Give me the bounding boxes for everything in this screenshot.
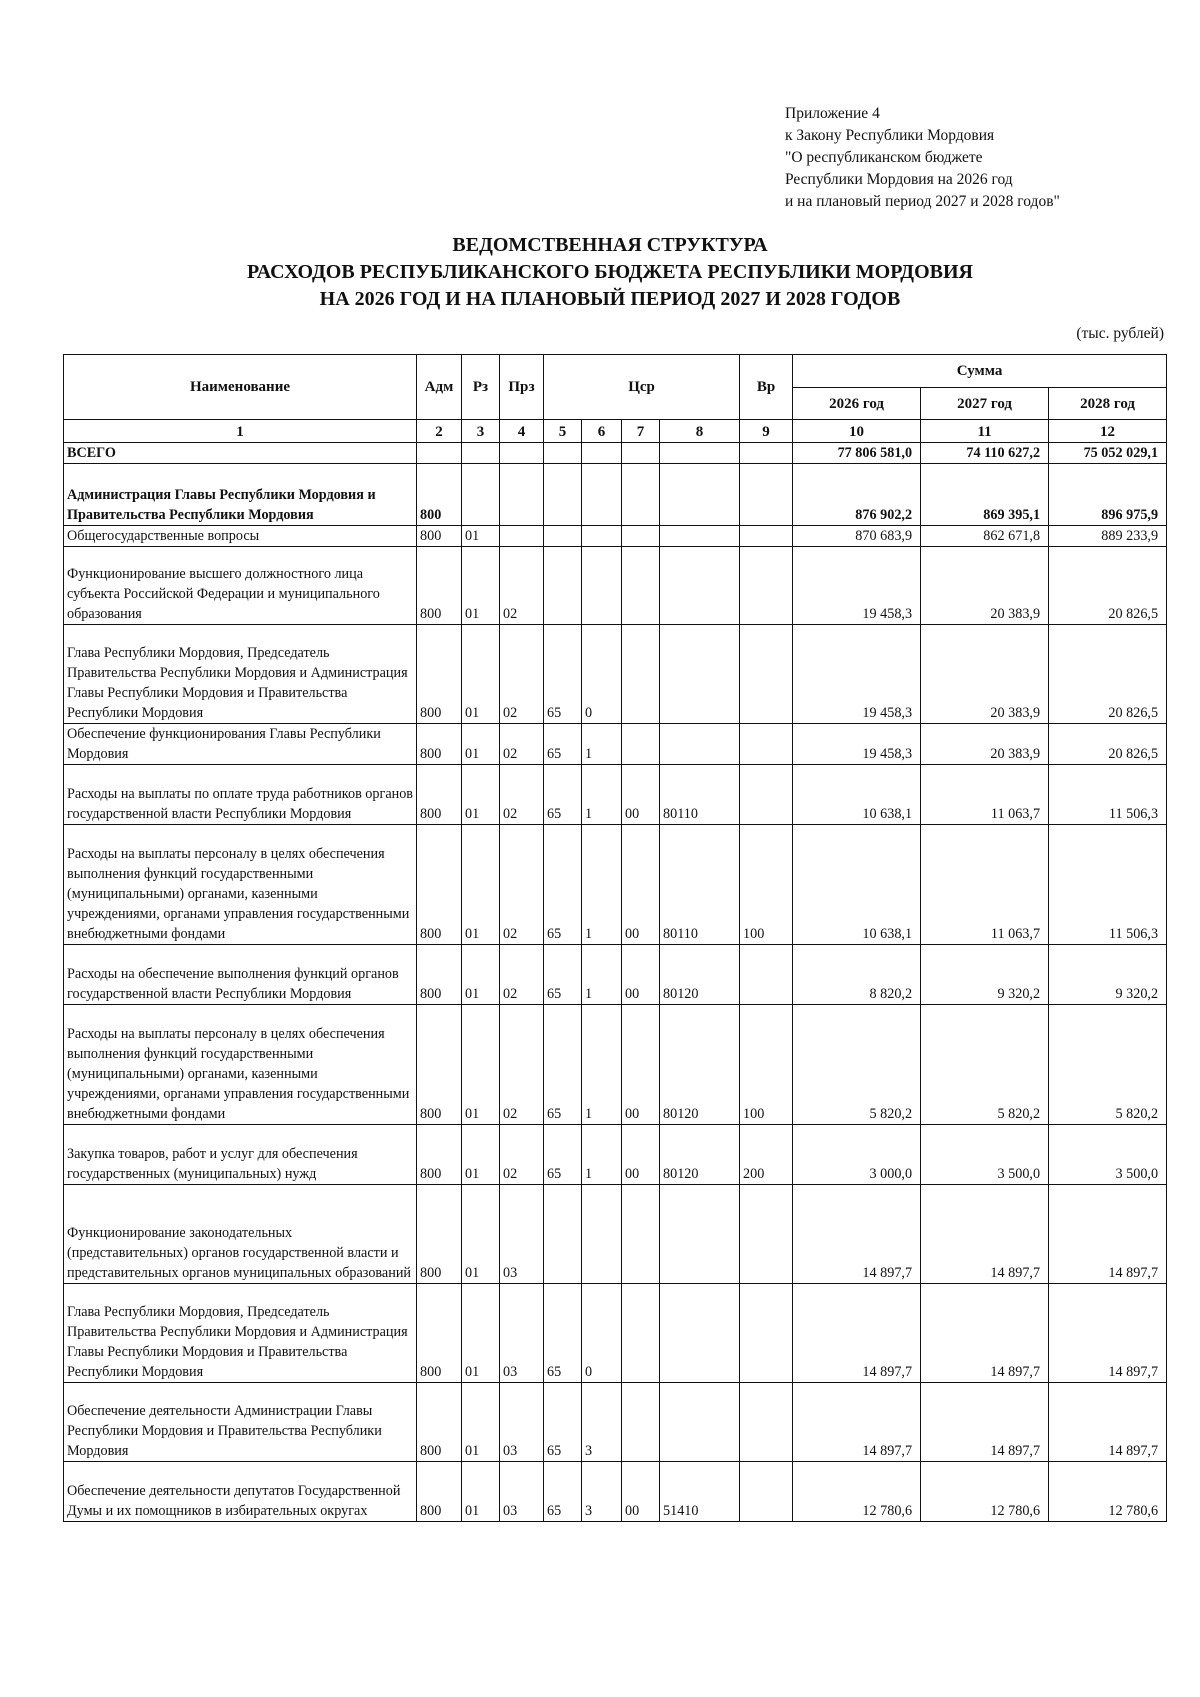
cell-sum-2027: 20 383,9 — [921, 547, 1049, 625]
cell-sum-2027: 12 780,6 — [921, 1462, 1049, 1522]
cell-csr-8: 80120 — [660, 1125, 740, 1185]
row-name: Функционирование высшего должностного лица субъекта Российской Федерации и муниципального образования — [64, 547, 417, 625]
cell-csr-8 — [660, 526, 740, 547]
cell-csr-7: 00 — [622, 1125, 660, 1185]
cell-csr-6: 1 — [582, 765, 622, 825]
cell-adm: 800 — [417, 464, 462, 526]
table-row — [64, 724, 1167, 765]
cell-sum-2027: 9 320,2 — [921, 945, 1049, 1005]
cell-csr-6: 1 — [582, 1005, 622, 1125]
cell-prz: 02 — [500, 625, 544, 724]
cell-csr-7 — [622, 464, 660, 526]
cell-sum-2027: 11 063,7 — [921, 765, 1049, 825]
cell-sum-2027: 20 383,9 — [921, 724, 1049, 765]
cell-adm: 800 — [417, 945, 462, 1005]
cell-rz: 01 — [462, 765, 500, 825]
cell-csr-8: 80110 — [660, 765, 740, 825]
cell-csr-6: 0 — [582, 625, 622, 724]
cell-csr-7: 00 — [622, 765, 660, 825]
cell-csr-6 — [582, 464, 622, 526]
table-row — [64, 443, 1167, 464]
cell-adm: 800 — [417, 547, 462, 625]
cell-vr — [740, 464, 793, 526]
cell-csr-6 — [582, 443, 622, 464]
cell-vr — [740, 526, 793, 547]
cell-csr-7 — [622, 443, 660, 464]
cell-sum-2026: 19 458,3 — [793, 724, 921, 765]
cell-sum-2027: 869 395,1 — [921, 464, 1049, 526]
cell-rz: 01 — [462, 547, 500, 625]
cell-csr-7 — [622, 547, 660, 625]
cell-sum-2026: 8 820,2 — [793, 945, 921, 1005]
cell-csr-6: 1 — [582, 724, 622, 765]
cell-sum-2027: 11 063,7 — [921, 825, 1049, 945]
table-row — [64, 1125, 1167, 1185]
cell-csr-5: 65 — [544, 1284, 582, 1383]
cell-sum-2026: 876 902,2 — [793, 464, 921, 526]
cell-adm: 800 — [417, 1462, 462, 1522]
row-name: Расходы на обеспечение выполнения функций органов государственной власти Республики Мордовия — [64, 945, 417, 1005]
cell-prz: 02 — [500, 547, 544, 625]
cell-adm: 800 — [417, 724, 462, 765]
table-row — [64, 1185, 1167, 1284]
cell-csr-5 — [544, 464, 582, 526]
cell-sum-2028: 11 506,3 — [1049, 825, 1167, 945]
cell-csr-6: 1 — [582, 945, 622, 1005]
cell-sum-2028: 20 826,5 — [1049, 625, 1167, 724]
row-name: Обеспечение деятельности Администрации Главы Республики Мордовия и Правительства Республики Мордовия — [64, 1383, 417, 1462]
cell-vr: 100 — [740, 825, 793, 945]
column-number: 9 — [740, 420, 793, 443]
cell-adm: 800 — [417, 526, 462, 547]
cell-vr — [740, 1383, 793, 1462]
header-year-2027: 2027 год — [921, 388, 1049, 420]
cell-adm: 800 — [417, 825, 462, 945]
header-prz: Прз — [500, 355, 544, 420]
cell-sum-2028: 11 506,3 — [1049, 765, 1167, 825]
cell-rz: 01 — [462, 1284, 500, 1383]
column-number: 5 — [544, 420, 582, 443]
cell-sum-2026: 19 458,3 — [793, 547, 921, 625]
cell-csr-7: 00 — [622, 1462, 660, 1522]
cell-adm: 800 — [417, 625, 462, 724]
row-name: Глава Республики Мордовия, Председатель Правительства Республики Мордовия и Администрация Главы Республики Мордовия и Правительства Республики Мордовия — [64, 1284, 417, 1383]
cell-sum-2026: 77 806 581,0 — [793, 443, 921, 464]
cell-sum-2028: 20 826,5 — [1049, 724, 1167, 765]
cell-vr — [740, 547, 793, 625]
cell-sum-2027: 862 671,8 — [921, 526, 1049, 547]
cell-sum-2027: 3 500,0 — [921, 1125, 1049, 1185]
cell-sum-2028: 5 820,2 — [1049, 1005, 1167, 1125]
cell-csr-6: 1 — [582, 1125, 622, 1185]
cell-sum-2028: 75 052 029,1 — [1049, 443, 1167, 464]
cell-sum-2027: 74 110 627,2 — [921, 443, 1049, 464]
cell-csr-7 — [622, 1383, 660, 1462]
cell-vr — [740, 1462, 793, 1522]
cell-csr-5: 65 — [544, 625, 582, 724]
cell-csr-8 — [660, 1284, 740, 1383]
cell-csr-8 — [660, 443, 740, 464]
cell-csr-5 — [544, 526, 582, 547]
cell-vr: 100 — [740, 1005, 793, 1125]
cell-prz: 02 — [500, 825, 544, 945]
cell-adm: 800 — [417, 765, 462, 825]
cell-csr-6: 3 — [582, 1383, 622, 1462]
cell-adm — [417, 443, 462, 464]
cell-prz: 03 — [500, 1462, 544, 1522]
cell-csr-5: 65 — [544, 1462, 582, 1522]
table-row — [64, 765, 1167, 825]
cell-csr-6 — [582, 547, 622, 625]
cell-vr — [740, 1284, 793, 1383]
cell-rz: 01 — [462, 1462, 500, 1522]
cell-rz — [462, 443, 500, 464]
header-csr: Цср — [544, 355, 740, 420]
cell-sum-2026: 3 000,0 — [793, 1125, 921, 1185]
cell-prz: 02 — [500, 724, 544, 765]
cell-csr-7 — [622, 1284, 660, 1383]
table-row — [64, 945, 1167, 1005]
cell-rz: 01 — [462, 1125, 500, 1185]
cell-csr-5 — [544, 1185, 582, 1284]
cell-vr — [740, 1185, 793, 1284]
cell-adm: 800 — [417, 1185, 462, 1284]
cell-sum-2028: 896 975,9 — [1049, 464, 1167, 526]
cell-sum-2027: 14 897,7 — [921, 1185, 1049, 1284]
table-row — [64, 1284, 1167, 1383]
cell-csr-8: 80110 — [660, 825, 740, 945]
cell-sum-2026: 5 820,2 — [793, 1005, 921, 1125]
column-number: 4 — [500, 420, 544, 443]
header-sum: Сумма — [793, 355, 1167, 388]
cell-csr-8: 80120 — [660, 1005, 740, 1125]
row-name: Администрация Главы Республики Мордовия и Правительства Республики Мордовия — [64, 464, 417, 526]
cell-csr-5 — [544, 547, 582, 625]
document-title — [120, 232, 1100, 313]
title-line-2: РАСХОДОВ РЕСПУБЛИКАНСКОГО БЮДЖЕТА РЕСПУБЛИКИ МОРДОВИЯ — [247, 261, 973, 283]
row-name: Обеспечение деятельности депутатов Государственной Думы и их помощников в избирательных округах — [64, 1462, 417, 1522]
table-row — [64, 526, 1167, 547]
row-name: Закупка товаров, работ и услуг для обеспечения государственных (муниципальных) нужд — [64, 1125, 417, 1185]
column-number: 8 — [660, 420, 740, 443]
table-row — [64, 1383, 1167, 1462]
cell-sum-2028: 14 897,7 — [1049, 1284, 1167, 1383]
cell-csr-8: 51410 — [660, 1462, 740, 1522]
cell-sum-2026: 19 458,3 — [793, 625, 921, 724]
title-line-1: ВЕДОМСТВЕННАЯ СТРУКТУРА — [452, 234, 768, 256]
cell-vr — [740, 945, 793, 1005]
cell-sum-2028: 12 780,6 — [1049, 1462, 1167, 1522]
appendix-note — [785, 103, 1185, 213]
cell-csr-6: 0 — [582, 1284, 622, 1383]
header-adm: Адм — [417, 355, 462, 420]
cell-sum-2028: 14 897,7 — [1049, 1185, 1167, 1284]
row-name: Расходы на выплаты персоналу в целях обеспечения выполнения функций государственными (муниципальными) органами, казенными учреждениями, органами управления государственными внебюджетными фондами — [64, 1005, 417, 1125]
column-number: 2 — [417, 420, 462, 443]
cell-rz: 01 — [462, 1005, 500, 1125]
cell-rz — [462, 464, 500, 526]
cell-prz: 02 — [500, 1125, 544, 1185]
cell-csr-5: 65 — [544, 825, 582, 945]
cell-prz: 02 — [500, 765, 544, 825]
cell-csr-7 — [622, 625, 660, 724]
cell-csr-6: 1 — [582, 825, 622, 945]
header-vr: Вр — [740, 355, 793, 420]
cell-rz: 01 — [462, 625, 500, 724]
appendix-line: "О республиканском бюджете — [785, 149, 983, 166]
cell-csr-5: 65 — [544, 724, 582, 765]
row-name: Расходы на выплаты персоналу в целях обеспечения выполнения функций государственными (муниципальными) органами, казенными учреждениями, органами управления государственными внебюджетными фондами — [64, 825, 417, 945]
row-name: Глава Республики Мордовия, Председатель Правительства Республики Мордовия и Администрация Главы Республики Мордовия и Правительства Республики Мордовия — [64, 625, 417, 724]
row-name: Обеспечение функционирования Главы Республики Мордовия — [64, 724, 417, 765]
cell-csr-8 — [660, 547, 740, 625]
table-row — [64, 547, 1167, 625]
cell-csr-7: 00 — [622, 945, 660, 1005]
cell-rz: 01 — [462, 526, 500, 547]
cell-csr-6 — [582, 1185, 622, 1284]
cell-rz: 01 — [462, 1185, 500, 1284]
column-number-row — [64, 420, 1167, 443]
cell-csr-8 — [660, 724, 740, 765]
column-number: 11 — [921, 420, 1049, 443]
cell-vr — [740, 625, 793, 724]
column-number: 6 — [582, 420, 622, 443]
cell-csr-8 — [660, 625, 740, 724]
appendix-line: Республики Мордовия на 2026 год — [785, 171, 1013, 188]
row-name: Общегосударственные вопросы — [64, 526, 417, 547]
cell-prz: 02 — [500, 1005, 544, 1125]
cell-csr-8 — [660, 464, 740, 526]
cell-csr-5: 65 — [544, 765, 582, 825]
cell-csr-7 — [622, 724, 660, 765]
cell-prz: 03 — [500, 1383, 544, 1462]
cell-sum-2027: 14 897,7 — [921, 1284, 1049, 1383]
cell-csr-8 — [660, 1185, 740, 1284]
cell-rz: 01 — [462, 1383, 500, 1462]
appendix-line: и на плановый период 2027 и 2028 годов" — [785, 193, 1060, 210]
cell-rz: 01 — [462, 825, 500, 945]
cell-vr — [740, 724, 793, 765]
cell-csr-7 — [622, 526, 660, 547]
cell-sum-2028: 9 320,2 — [1049, 945, 1167, 1005]
column-number: 1 — [64, 420, 417, 443]
cell-vr — [740, 765, 793, 825]
table-row — [64, 1005, 1167, 1125]
cell-csr-5: 65 — [544, 1125, 582, 1185]
cell-sum-2026: 870 683,9 — [793, 526, 921, 547]
cell-rz: 01 — [462, 945, 500, 1005]
cell-sum-2027: 14 897,7 — [921, 1383, 1049, 1462]
column-number: 7 — [622, 420, 660, 443]
cell-adm: 800 — [417, 1284, 462, 1383]
table-row — [64, 1462, 1167, 1522]
cell-csr-7 — [622, 1185, 660, 1284]
cell-csr-5 — [544, 443, 582, 464]
cell-sum-2028: 889 233,9 — [1049, 526, 1167, 547]
cell-csr-7: 00 — [622, 825, 660, 945]
cell-csr-6 — [582, 526, 622, 547]
cell-csr-7: 00 — [622, 1005, 660, 1125]
cell-sum-2026: 14 897,7 — [793, 1383, 921, 1462]
header-rz: Рз — [462, 355, 500, 420]
cell-csr-5: 65 — [544, 945, 582, 1005]
cell-prz: 03 — [500, 1284, 544, 1383]
cell-adm: 800 — [417, 1125, 462, 1185]
title-line-3: НА 2026 ГОД И НА ПЛАНОВЫЙ ПЕРИОД 2027 И 2028 ГОДОВ — [319, 288, 901, 310]
cell-csr-8 — [660, 1383, 740, 1462]
cell-sum-2026: 10 638,1 — [793, 765, 921, 825]
cell-prz — [500, 526, 544, 547]
cell-csr-8: 80120 — [660, 945, 740, 1005]
unit-label: (тыс. рублей) — [1076, 325, 1164, 342]
row-name: ВСЕГО — [64, 443, 417, 464]
appendix-line: Приложение 4 — [785, 105, 880, 122]
cell-sum-2026: 14 897,7 — [793, 1185, 921, 1284]
cell-vr: 200 — [740, 1125, 793, 1185]
cell-sum-2027: 5 820,2 — [921, 1005, 1049, 1125]
cell-rz: 01 — [462, 724, 500, 765]
cell-vr — [740, 443, 793, 464]
cell-prz: 03 — [500, 1185, 544, 1284]
cell-csr-5: 65 — [544, 1005, 582, 1125]
cell-sum-2027: 20 383,9 — [921, 625, 1049, 724]
cell-prz — [500, 464, 544, 526]
row-name: Функционирование законодательных (представительных) органов государственной власти и представительных органов муниципальных образований — [64, 1185, 417, 1284]
cell-sum-2028: 3 500,0 — [1049, 1125, 1167, 1185]
cell-csr-6: 3 — [582, 1462, 622, 1522]
cell-prz: 02 — [500, 945, 544, 1005]
budget-table — [63, 354, 1167, 1522]
cell-sum-2026: 12 780,6 — [793, 1462, 921, 1522]
cell-sum-2028: 20 826,5 — [1049, 547, 1167, 625]
appendix-line: к Закону Республики Мордовия — [785, 127, 995, 144]
table-row — [64, 825, 1167, 945]
header-name: Наименование — [64, 355, 417, 420]
cell-sum-2026: 10 638,1 — [793, 825, 921, 945]
row-name: Расходы на выплаты по оплате труда работников органов государственной власти Республики Мордовия — [64, 765, 417, 825]
cell-adm: 800 — [417, 1383, 462, 1462]
header-year-2028: 2028 год — [1049, 388, 1167, 420]
table-row — [64, 625, 1167, 724]
cell-csr-5: 65 — [544, 1383, 582, 1462]
column-number: 3 — [462, 420, 500, 443]
column-number: 10 — [793, 420, 921, 443]
cell-prz — [500, 443, 544, 464]
header-year-2026: 2026 год — [793, 388, 921, 420]
cell-adm: 800 — [417, 1005, 462, 1125]
cell-sum-2026: 14 897,7 — [793, 1284, 921, 1383]
column-number: 12 — [1049, 420, 1167, 443]
table-row — [64, 464, 1167, 526]
cell-sum-2028: 14 897,7 — [1049, 1383, 1167, 1462]
